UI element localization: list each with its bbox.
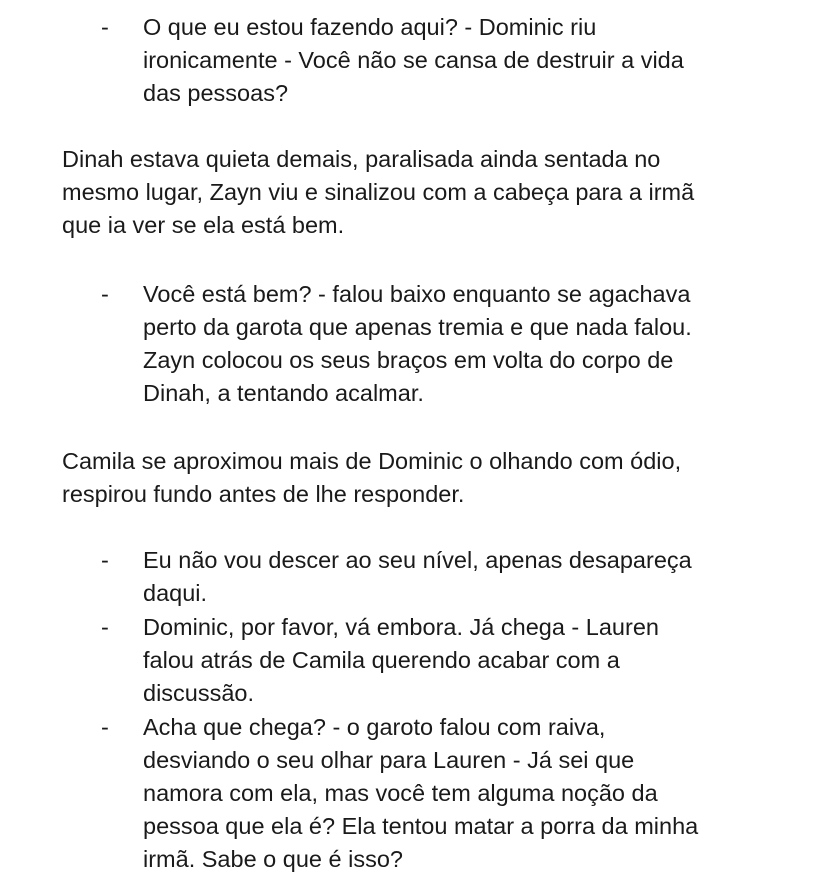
bullet-marker: - (101, 614, 109, 640)
text-line: irmã. Sabe o que é isso? (143, 846, 403, 872)
bullet-marker: - (101, 714, 109, 740)
text-line: Dinah estava quieta demais, paralisada ainda sentada no (62, 146, 661, 172)
text-line: Dinah, a tentando acalmar. (143, 380, 424, 406)
text-line: Dominic, por favor, vá embora. Já chega - Lauren (143, 614, 659, 640)
text-line: namora com ela, mas você tem alguma noção da (143, 780, 658, 806)
text-line: falou atrás de Camila querendo acabar com a (143, 647, 620, 673)
text-line: Acha que chega? - o garoto falou com raiva, (143, 714, 606, 740)
text-line: das pessoas? (143, 80, 289, 106)
text-line: mesmo lugar, Zayn viu e sinalizou com a cabeça para a irmã (62, 179, 695, 205)
text-line: Camila se aproximou mais de Dominic o olhando com ódio, (62, 448, 682, 474)
text-line: Zayn colocou os seus braços em volta do corpo de (143, 347, 674, 373)
text-line: O que eu estou fazendo aqui? - Dominic riu (143, 14, 597, 40)
text-line: desviando o seu olhar para Lauren - Já sei que (143, 747, 635, 773)
text-line: Você está bem? - falou baixo enquanto se agachava (143, 281, 691, 307)
text-line: ironicamente - Você não se cansa de destruir a vida (143, 47, 684, 73)
text-line: pessoa que ela é? Ela tentou matar a porra da minha (143, 813, 699, 839)
text-line: daqui. (143, 580, 208, 606)
text-line: discussão. (143, 680, 255, 706)
text-line: respirou fundo antes de lhe responder. (62, 481, 465, 507)
bullet-marker: - (101, 14, 109, 40)
text-line: perto da garota que apenas tremia e que nada falou. (143, 314, 692, 340)
text-line: que ia ver se ela está bem. (62, 212, 345, 238)
bullet-marker: - (101, 281, 109, 307)
bullet-marker: - (101, 547, 109, 573)
text-line: Eu não vou descer ao seu nível, apenas desapareça (143, 547, 692, 573)
